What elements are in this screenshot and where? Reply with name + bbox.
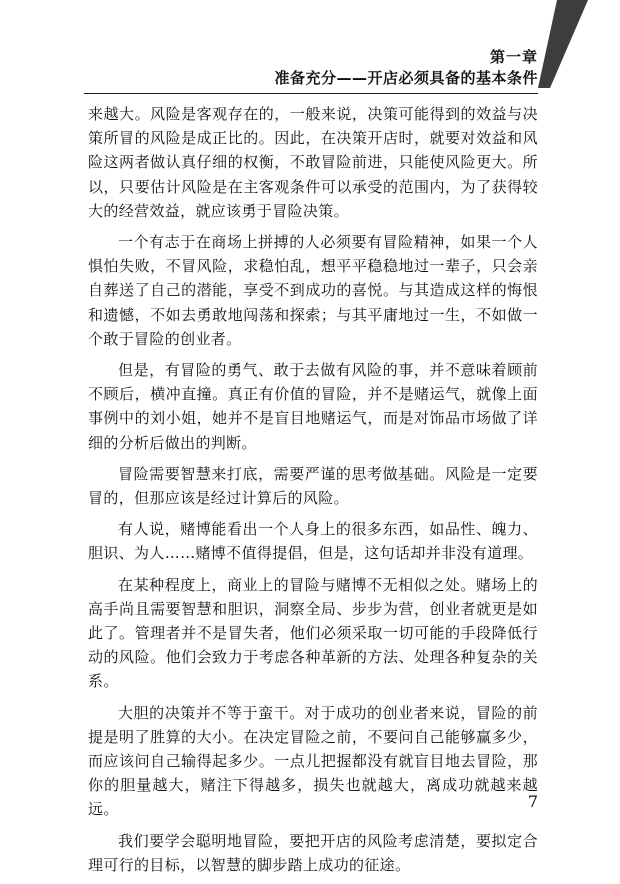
paragraph: 来越大。风险是客观存在的，一般来说，决策可能得到的效益与决策所冒的风险是成正比的。因此，在决策开店时，就要对效益和风险这两者做认真仔细的权衡，不敢冒险前进，只能使风险更大。所以，只要估计风险是在主客观条件可以承受的范围内，为了获得较大的经营效益，就应该勇于冒险决策。: [88, 105, 538, 220]
chapter-title: 准备充分——开店必须具备的基本条件: [274, 69, 538, 87]
paragraph: 在某种程度上，商业上的冒险与赌博不无相似之处。赌场上的高手尚且需要智慧和胆识，洞察全局、步步为营，创业者就更是如此了。管理者并不是冒失者，他们必须采取一切可能的手段降低行动的风险。他们会致力于考虑各种革新的方法、处理各种复杂的关系。: [88, 575, 538, 691]
paragraph: 一个有志于在商场上拼搏的人必须要有冒险精神，如果一个人惧怕失败，不冒风险，求稳怕乱，想平平稳稳地过一辈子，只会亲自葬送了自己的潜能，享受不到成功的喜悦。与其造成这样的悔恨和遗憾，不如去勇敢地闯荡和探索；与其平庸地过一生，不如做一个敢于冒险的创业者。: [88, 233, 538, 348]
page-number: 7: [527, 792, 538, 811]
paragraph: 但是，有冒险的勇气、敢于去做有风险的事，并不意味着顾前不顾后，横冲直撞。真正有价值的冒险，并不是赌运气，就像上面事例中的刘小姐，她并不是盲目地赌运气，而是对饰品市场做了详细的分析后做出的判断。: [88, 361, 538, 452]
header-divider: [84, 93, 538, 94]
paragraph: 我们要学会聪明地冒险，要把开店的风险考虑清楚，要拟定合理可行的目标，以智慧的脚步踏上成功的征途。: [88, 831, 538, 874]
paragraph: 冒险需要智慧来打底，需要严谨的思考做基础。风险是一定要冒的，但那应该是经过计算后的风险。: [88, 464, 538, 508]
paragraph: 大胆的决策并不等于蛮干。对于成功的创业者来说，冒险的前提是明了胜算的大小。在决定冒险之前，不要问自己能够赢多少，而应该问自己输得起多少。一点儿把握都没有就盲目地去冒险，那你的胆量越大，赌注下得越多，损失也就越大，离成功就越来越远。: [88, 703, 538, 819]
chapter-label: 第一章: [489, 48, 538, 66]
paragraph: 有人说，赌博能看出一个人身上的很多东西，如品性、魄力、胆识、为人……赌博不值得提倡，但是，这句话却并非没有道理。: [88, 520, 538, 563]
body-text: [88, 102, 538, 884]
running-header: [274, 47, 538, 89]
